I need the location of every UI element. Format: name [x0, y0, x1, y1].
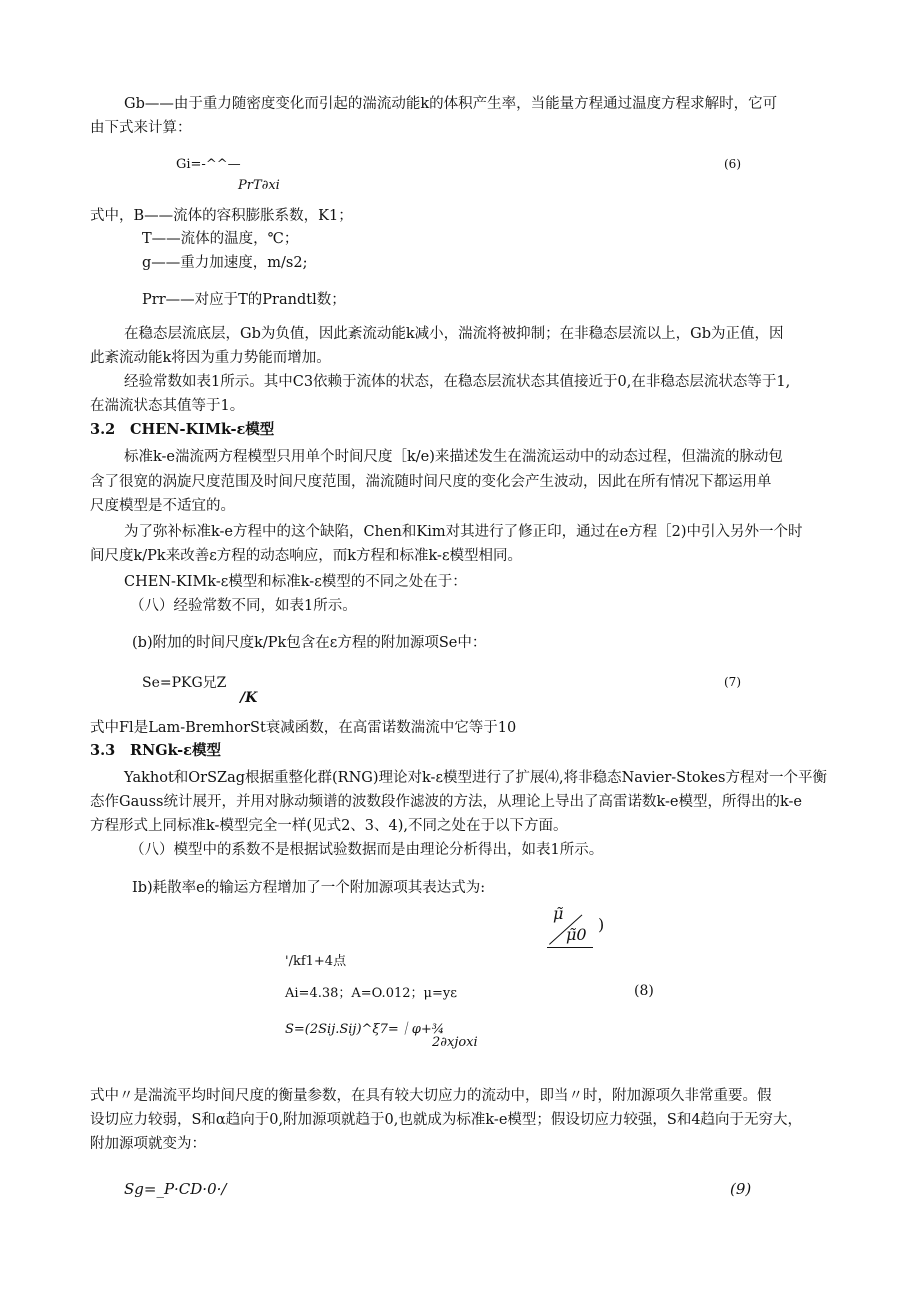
item-b-time-scale: (b)附加的时间尺度k/Pk包含在ε方程的附加源项Se中：	[132, 635, 487, 651]
equation-6-number: (6)	[724, 157, 741, 171]
para-chen-kim-line-1: 为了弥补标准k-e方程中的这个缺陷，Chen和Kim对其进行了修正印，通过在e方程［2)中引入另外一个时	[124, 524, 803, 540]
equation-9-number: (9)	[730, 1180, 752, 1198]
equation-8-underline	[547, 947, 593, 948]
equation-9-line: Sg=_P·CD·0·/	[124, 1180, 227, 1198]
equation-8-line-1: '/kf1+4点	[285, 954, 347, 969]
equation-8-line-2: Ai=4.38；A=O.012；μ=yε	[285, 986, 457, 1001]
para-differences: CHEN-KIMk-ε模型和标准k-ε模型的不同之处在于：	[124, 574, 467, 590]
equation-8-fraction-bottom: μ̃0	[566, 925, 587, 944]
para-lam-bremhorst: 式中Fl是Lam-BremhorSt衰减函数，在高雷诺数湍流中它等于10	[90, 720, 517, 736]
section-3-2-title: CHEN-KIMk-ε模型	[130, 421, 275, 438]
def-temperature: T——流体的温度，℃；	[142, 231, 299, 247]
item-a-constants: （八）经验常数不同，如表1所示。	[130, 598, 357, 614]
item-a-coefficients: （八）模型中的系数不是根据试验数据而是由理论分析得出，如表1所示。	[130, 842, 604, 858]
para-rng-line-3: 方程形式上同标准k-模型完全一样(见式2、3、4),不同之处在于以下方面。	[90, 818, 568, 834]
gb-definition-line-1: Gb——由于重力随密度变化而引起的湍流动能k的体积产生率，当能量方程通过温度方程求解时，它可	[124, 96, 778, 112]
para-time-scale-line-3: 附加源项就变为：	[90, 1136, 206, 1152]
section-3-2-number: 3.2	[90, 421, 116, 438]
equation-8-line-3: S=(2Sij.Sij)^ξ7=｜φ+¾	[285, 1022, 445, 1037]
def-gravity: g——重力加速度，m/s2;	[142, 255, 308, 271]
para-rng-line-1: Yakhot和OrSZag根据重整化群(RNG)理论对k-ε模型进行了扩展⑷,将非稳态Navier-Stokes方程对一个平衡	[124, 770, 827, 786]
equation-8-line-4: 2∂xjoxi	[432, 1035, 478, 1050]
equation-7-number: (7)	[724, 675, 741, 689]
item-b-dissipation: Ib)耗散率e的输运方程增加了一个附加源项其表达式为:	[132, 880, 486, 896]
para-standard-ke-line-3: 尺度模型是不适宜的。	[90, 498, 235, 514]
para-constants-line-2: 在湍流状态其值等于1。	[90, 398, 245, 414]
section-3-3-title: RNGk-ε模型	[130, 742, 221, 759]
def-prandtl: Prr——对应于T的Prandtl数；	[142, 292, 346, 308]
equation-7-line: Se=PKG兄Z	[142, 675, 227, 691]
para-time-scale-line-2: 设切应力较弱，S和α趋向于0,附加源项就趋于0,也就成为标准k-e模型；假设切应力较强，S和4趋向于无穷大，	[90, 1112, 803, 1128]
para-standard-ke-line-1: 标准k-e湍流两方程模型只用单个时间尺度［k/e)来描述发生在湍流运动中的动态过程，但湍流的脉动包	[124, 449, 783, 465]
para-standard-ke-line-2: 含了很宽的涡旋尺度范围及时间尺度范围，湍流随时间尺度的变化会产生波动，因此在所有情况下都运用单	[90, 474, 772, 490]
equation-7-sub: /K	[240, 690, 258, 706]
equation-6-bottom: PrT∂xi	[238, 178, 280, 193]
equation-8-fraction-top: μ̃	[553, 904, 564, 923]
equation-8-number: (8)	[634, 983, 654, 999]
para-stable-layer-line-2: 此紊流动能k将因为重力势能而增加。	[90, 350, 331, 366]
gb-definition-line-2: 由下式来计算：	[90, 120, 192, 136]
section-3-3-number: 3.3	[90, 742, 116, 759]
equation-8-fraction-close: )	[598, 915, 605, 934]
para-constants-line-1: 经验常数如表1所示。其中C3依赖于流体的状态，在稳态层流状态其值接近于0,在非稳态层流状态等于1,	[124, 374, 791, 390]
para-chen-kim-line-2: 间尺度k/Pk来改善ε方程的动态响应，而k方程和标准k-ε模型相同。	[90, 548, 522, 564]
para-stable-layer-line-1: 在稳态层流底层，Gb为负值，因此紊流动能k减小，湍流将被抑制；在非稳态层流以上，Gb为正值，因	[124, 326, 784, 342]
def-beta: 式中，B——流体的容积膨胀系数，K1；	[90, 208, 353, 224]
para-time-scale-line-1: 式中〃是湍流平均时间尺度的衡量参数，在具有较大切应力的流动中，即当〃时，附加源项久非常重要。假	[90, 1088, 772, 1104]
para-rng-line-2: 态作Gauss统计展开，并用对脉动频谱的波数段作滤波的方法，从理论上导出了高雷诺数k-e模型，所得出的k-e	[90, 794, 802, 810]
equation-6-top: Gi=-^^—	[176, 157, 241, 172]
